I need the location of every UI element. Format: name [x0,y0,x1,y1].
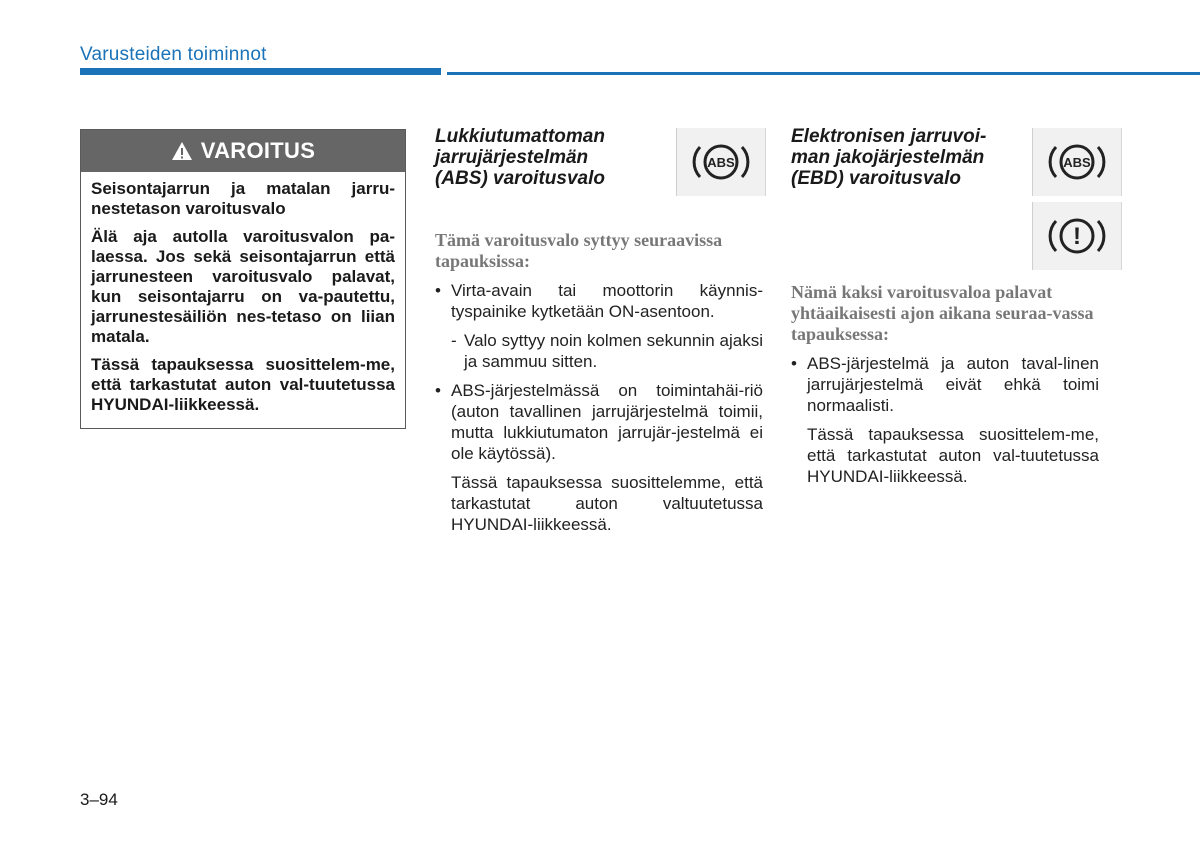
abs-sub-text: Valo syttyy noin kolmen sekunnin ajaksi ja sammuu sitten. [464,331,763,371]
warning-subtitle: Seisontajarrun ja matalan jarru-nestetason varoitusvalo [91,179,395,218]
warning-heading: VAROITUS [200,138,316,163]
page-number: 3–94 [80,790,118,809]
header-bar-left [80,68,441,75]
abs-title-line: (ABS) varoitusvalo [435,168,605,189]
bullet-dot: • [791,354,797,373]
abs-bullet-item [435,280,763,322]
abs-title-line: Lukkiutumattoman [435,126,605,147]
abs-icon-label: ABS [1063,155,1091,170]
abs-sub-item [435,330,763,372]
brake-exclamation-icon [1042,211,1112,261]
abs-icon [1042,137,1112,187]
ebd-bullet-item [791,353,1099,416]
abs-title-line: jarrujärjestelmän [435,147,589,168]
ebd-body [791,282,1099,495]
ebd-bullet-text: ABS-järjestelmä ja auton taval-linen jarrujärjestelmä eivät ehkä toimi normaalisti. [807,354,1099,415]
brake-warning-icon [1032,202,1122,270]
ebd-title-line: Elektronisen jarruvoi- [791,126,987,147]
abs-body [435,230,763,543]
abs-bullet-text: Virta-avain tai moottorin käynnis-tyspainike kytketään ON-asentoon. [451,281,763,321]
abs-icon-label: ABS [707,155,735,170]
header-bar-right [447,72,1200,75]
ebd-recommend: Tässä tapauksessa suosittelem-me, että tarkastutat auton val-tuutetussa HYUNDAI-liikkeessä. [807,425,1099,486]
bullet-dot: • [435,281,441,300]
abs-bullet-text: ABS-järjestelmässä on toimintahäi-riö (auton tavallinen jarrujärjestelmä toimii, mutta lukkiutumaton jarrujär-jestelmä ei ole käytössä). [451,381,763,463]
ebd-abs-warning-icon [1032,128,1122,196]
warning-paragraph: Tässä tapauksessa suosittelem-me, että tarkastutat auton val-tuutetussa HYUNDAI-liikkeessä. [91,355,395,414]
warning-triangle-icon [171,141,193,161]
exclamation-label: ! [1073,223,1081,250]
ebd-intro: Nämä kaksi varoitusvaloa palavat yhtäaikaisesti ajon aikana seuraa-vassa tapauksessa: [791,282,1094,344]
section-header-title: Varusteiden toiminnot [80,44,267,65]
ebd-title-line: man jakojärjestelmän [791,147,985,168]
warning-paragraph: Älä aja autolla varoitusvalon pa-laessa. Jos sekä seisontajarrun että jarrunesteen varoitusvalo palavat, kun seisontajarru on va-pautettu, jarrunestesäiliön nes-tetaso on liian matala. [91,227,395,346]
warning-header [81,130,405,172]
abs-bullet-item [435,380,763,464]
dash-mark: - [451,331,457,350]
abs-icon [686,137,756,187]
abs-intro: Tämä varoitusvalo syttyy seuraavissa tapauksissa: [435,230,723,271]
abs-recommend: Tässä tapauksessa suosittelemme, että tarkastutat auton valtuutetussa HYUNDAI-liikkeessä. [451,473,763,534]
warning-box [80,129,406,429]
abs-warning-icon [676,128,766,196]
ebd-title-line: (EBD) varoitusvalo [791,168,961,189]
bullet-dot: • [435,381,441,400]
